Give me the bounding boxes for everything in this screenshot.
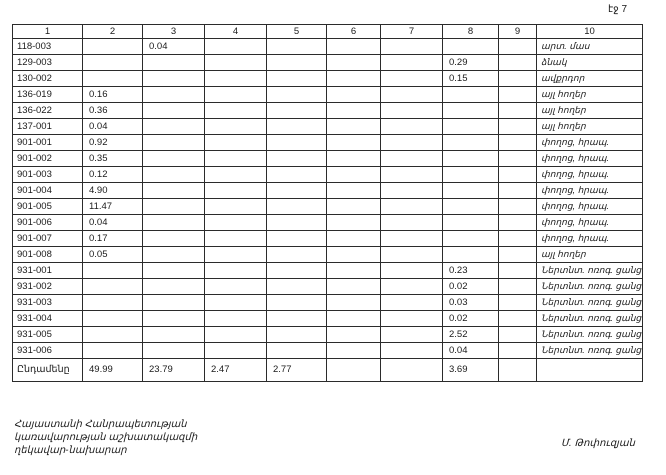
- land-type-cell: փողոց, հրապ.: [537, 151, 643, 167]
- area-cell: [327, 247, 381, 263]
- parcel-code-cell: 931-004: [13, 311, 83, 327]
- area-cell: [443, 87, 499, 103]
- area-cell: [143, 199, 205, 215]
- area-cell: [381, 231, 443, 247]
- area-cell: [327, 279, 381, 295]
- area-cell: [499, 311, 537, 327]
- area-cell: [327, 231, 381, 247]
- area-cell: [205, 87, 267, 103]
- table-row: [13, 39, 643, 55]
- area-cell: [443, 167, 499, 183]
- land-type-cell: արտ. մաս: [537, 39, 643, 55]
- area-cell: [267, 231, 327, 247]
- land-type-cell: փողոց, հրապ.: [537, 135, 643, 151]
- land-type-cell: փողոց, հրապ.: [537, 167, 643, 183]
- area-cell: [499, 327, 537, 343]
- area-cell: [327, 263, 381, 279]
- area-cell: [83, 327, 143, 343]
- area-cell: [267, 263, 327, 279]
- table-row: [13, 87, 643, 103]
- signatory-title-line: կառավարության աշխատակազմի: [14, 432, 198, 443]
- area-cell: [267, 55, 327, 71]
- area-cell: [205, 311, 267, 327]
- area-cell: [327, 87, 381, 103]
- area-cell: [327, 215, 381, 231]
- parcel-code-cell: 931-006: [13, 343, 83, 359]
- column-header: 2: [83, 25, 143, 39]
- area-cell: [267, 279, 327, 295]
- area-cell: [327, 39, 381, 55]
- area-cell: [499, 151, 537, 167]
- area-cell: [443, 151, 499, 167]
- table-row: [13, 279, 643, 295]
- area-cell: [327, 151, 381, 167]
- area-cell: [205, 55, 267, 71]
- land-type-cell: Ներտնտ. ոռոգ. ցանց: [537, 311, 643, 327]
- column-header: 9: [499, 25, 537, 39]
- area-cell: 0.17: [83, 231, 143, 247]
- header-row: [13, 25, 643, 39]
- area-cell: [327, 55, 381, 71]
- area-cell: [143, 167, 205, 183]
- area-cell: [499, 183, 537, 199]
- column-header: 1: [13, 25, 83, 39]
- area-cell: [143, 71, 205, 87]
- area-cell: [381, 343, 443, 359]
- total-value-cell: 2.77: [267, 359, 327, 382]
- area-cell: [381, 87, 443, 103]
- area-cell: [267, 87, 327, 103]
- area-cell: [381, 151, 443, 167]
- area-cell: [205, 279, 267, 295]
- table-row: [13, 119, 643, 135]
- parcel-code-cell: 901-008: [13, 247, 83, 263]
- land-type-cell: փողոց, հրապ.: [537, 231, 643, 247]
- area-cell: [267, 135, 327, 151]
- column-header: 4: [205, 25, 267, 39]
- column-header: 8: [443, 25, 499, 39]
- area-cell: [267, 119, 327, 135]
- total-value-cell: 49.99: [83, 359, 143, 382]
- area-cell: [143, 151, 205, 167]
- column-header: 5: [267, 25, 327, 39]
- area-cell: [381, 119, 443, 135]
- land-type-cell: այլ հողեր: [537, 87, 643, 103]
- table-row: [13, 311, 643, 327]
- area-cell: [327, 183, 381, 199]
- land-type-cell: Ներտնտ. ոռոգ. ցանց: [537, 343, 643, 359]
- area-cell: [381, 327, 443, 343]
- signatory-title-line: ղեկավար-նախարար: [14, 445, 127, 456]
- area-cell: [381, 263, 443, 279]
- area-cell: [83, 55, 143, 71]
- area-cell: 0.02: [443, 311, 499, 327]
- table-row: [13, 295, 643, 311]
- area-cell: [143, 103, 205, 119]
- area-cell: [499, 231, 537, 247]
- area-cell: [205, 103, 267, 119]
- area-cell: [205, 39, 267, 55]
- area-cell: 0.35: [83, 151, 143, 167]
- area-cell: [205, 119, 267, 135]
- area-cell: [499, 215, 537, 231]
- area-cell: [267, 247, 327, 263]
- area-cell: [143, 119, 205, 135]
- area-cell: [381, 247, 443, 263]
- total-value-cell: 3.69: [443, 359, 499, 382]
- area-cell: [267, 311, 327, 327]
- area-cell: [327, 327, 381, 343]
- area-cell: [443, 135, 499, 151]
- signatory-title-line: Հայաստանի Հանրապետության: [14, 419, 187, 430]
- area-cell: [443, 119, 499, 135]
- area-cell: [143, 311, 205, 327]
- table-row: [13, 231, 643, 247]
- parcel-code-cell: 130-002: [13, 71, 83, 87]
- table-row: [13, 151, 643, 167]
- area-cell: [327, 71, 381, 87]
- area-cell: [267, 199, 327, 215]
- land-type-cell: Ներտնտ. ոռոգ. ցանց: [537, 327, 643, 343]
- land-type-cell: ավքրդոր: [537, 71, 643, 87]
- page-number: էջ 7: [608, 4, 628, 15]
- area-cell: [327, 311, 381, 327]
- area-cell: [499, 263, 537, 279]
- area-cell: [205, 295, 267, 311]
- land-type-cell: այլ հողեր: [537, 247, 643, 263]
- area-cell: [443, 199, 499, 215]
- parcel-code-cell: 901-002: [13, 151, 83, 167]
- area-cell: [205, 151, 267, 167]
- area-cell: 0.92: [83, 135, 143, 151]
- area-cell: [143, 55, 205, 71]
- area-cell: [83, 311, 143, 327]
- area-cell: 0.15: [443, 71, 499, 87]
- area-cell: [499, 199, 537, 215]
- area-cell: [443, 215, 499, 231]
- table-row: [13, 183, 643, 199]
- area-cell: [83, 263, 143, 279]
- area-cell: [143, 295, 205, 311]
- area-cell: [381, 135, 443, 151]
- area-cell: [499, 119, 537, 135]
- parcel-code-cell: 931-005: [13, 327, 83, 343]
- parcel-code-cell: 901-006: [13, 215, 83, 231]
- table-row: [13, 247, 643, 263]
- area-cell: [83, 71, 143, 87]
- area-cell: 2.52: [443, 327, 499, 343]
- area-cell: [381, 311, 443, 327]
- area-cell: [205, 199, 267, 215]
- parcel-code-cell: 901-007: [13, 231, 83, 247]
- table-row: [13, 103, 643, 119]
- area-cell: 0.05: [83, 247, 143, 263]
- area-cell: 0.02: [443, 279, 499, 295]
- land-type-cell: այլ հողեր: [537, 103, 643, 119]
- column-header: 6: [327, 25, 381, 39]
- area-cell: [83, 279, 143, 295]
- land-type-cell: փողոց, հրապ.: [537, 183, 643, 199]
- table-row: [13, 55, 643, 71]
- area-cell: [381, 215, 443, 231]
- area-cell: [205, 183, 267, 199]
- area-cell: [499, 343, 537, 359]
- area-cell: [267, 215, 327, 231]
- total-value-cell: [499, 359, 537, 382]
- land-type-cell: Ներտնտ. ոռոգ. ցանց: [537, 279, 643, 295]
- table-row: [13, 263, 643, 279]
- area-cell: [143, 231, 205, 247]
- area-cell: [267, 151, 327, 167]
- area-cell: [381, 167, 443, 183]
- area-cell: [143, 279, 205, 295]
- parcel-code-cell: 118-003: [13, 39, 83, 55]
- area-cell: 0.04: [143, 39, 205, 55]
- area-cell: [381, 279, 443, 295]
- parcel-code-cell: 137-001: [13, 119, 83, 135]
- table-row: [13, 167, 643, 183]
- area-cell: [267, 295, 327, 311]
- area-cell: [267, 39, 327, 55]
- total-value-cell: 2.47: [205, 359, 267, 382]
- column-header: 10: [537, 25, 643, 39]
- area-cell: [267, 103, 327, 119]
- parcel-code-cell: 136-019: [13, 87, 83, 103]
- column-header: 3: [143, 25, 205, 39]
- area-cell: [499, 71, 537, 87]
- total-row: [13, 359, 643, 382]
- area-cell: 0.04: [443, 343, 499, 359]
- area-cell: [83, 295, 143, 311]
- signatory-name: Մ. Թոփուզյան: [561, 438, 635, 449]
- area-cell: [381, 71, 443, 87]
- parcel-code-cell: 931-001: [13, 263, 83, 279]
- area-cell: [499, 295, 537, 311]
- area-cell: [267, 71, 327, 87]
- land-type-cell: այլ հողեր: [537, 119, 643, 135]
- area-cell: [381, 103, 443, 119]
- area-cell: [443, 231, 499, 247]
- area-cell: [499, 247, 537, 263]
- area-cell: [143, 215, 205, 231]
- area-cell: [83, 343, 143, 359]
- land-type-cell: փողոց, հրապ.: [537, 215, 643, 231]
- area-cell: [143, 327, 205, 343]
- parcel-code-cell: 901-001: [13, 135, 83, 151]
- area-cell: 0.29: [443, 55, 499, 71]
- parcel-code-cell: 931-002: [13, 279, 83, 295]
- area-cell: 0.03: [443, 295, 499, 311]
- area-cell: 0.12: [83, 167, 143, 183]
- area-cell: [327, 343, 381, 359]
- area-cell: [205, 215, 267, 231]
- parcel-code-cell: 901-004: [13, 183, 83, 199]
- area-cell: 0.16: [83, 87, 143, 103]
- total-label: Ընդամենը: [13, 359, 83, 382]
- table-row: [13, 71, 643, 87]
- table-row: [13, 343, 643, 359]
- parcel-code-cell: 136-022: [13, 103, 83, 119]
- area-cell: [267, 167, 327, 183]
- area-cell: [143, 87, 205, 103]
- parcel-code-cell: 901-003: [13, 167, 83, 183]
- total-value-cell: [327, 359, 381, 382]
- area-cell: [443, 247, 499, 263]
- area-cell: 11.47: [83, 199, 143, 215]
- land-ledger-table: [12, 24, 643, 382]
- area-cell: [443, 39, 499, 55]
- area-cell: [205, 247, 267, 263]
- area-cell: [327, 135, 381, 151]
- area-cell: [205, 343, 267, 359]
- area-cell: [143, 247, 205, 263]
- column-header: 7: [381, 25, 443, 39]
- area-cell: 0.36: [83, 103, 143, 119]
- area-cell: 0.23: [443, 263, 499, 279]
- area-cell: [381, 39, 443, 55]
- area-cell: [205, 167, 267, 183]
- area-cell: [205, 71, 267, 87]
- area-cell: [381, 55, 443, 71]
- area-cell: 0.04: [83, 215, 143, 231]
- table-row: [13, 215, 643, 231]
- total-value-cell: [381, 359, 443, 382]
- area-cell: [327, 167, 381, 183]
- area-cell: 4.90: [83, 183, 143, 199]
- area-cell: [327, 199, 381, 215]
- area-cell: [143, 263, 205, 279]
- area-cell: [205, 327, 267, 343]
- parcel-code-cell: 901-005: [13, 199, 83, 215]
- ledger-body: [13, 39, 643, 382]
- area-cell: [205, 135, 267, 151]
- area-cell: [443, 183, 499, 199]
- area-cell: [499, 87, 537, 103]
- area-cell: [381, 183, 443, 199]
- area-cell: [327, 103, 381, 119]
- area-cell: [499, 55, 537, 71]
- area-cell: [381, 295, 443, 311]
- area-cell: [143, 135, 205, 151]
- area-cell: [205, 263, 267, 279]
- area-cell: [499, 135, 537, 151]
- table-row: [13, 199, 643, 215]
- area-cell: [499, 39, 537, 55]
- area-cell: [327, 295, 381, 311]
- table-row: [13, 327, 643, 343]
- land-type-cell: փողոց, հրապ.: [537, 199, 643, 215]
- area-cell: [443, 103, 499, 119]
- land-type-cell: ձնակ: [537, 55, 643, 71]
- area-cell: [499, 103, 537, 119]
- land-type-cell: Ներտնտ. ոռոգ. ցանց: [537, 295, 643, 311]
- area-cell: [327, 119, 381, 135]
- area-cell: [143, 183, 205, 199]
- parcel-code-cell: 931-003: [13, 295, 83, 311]
- area-cell: [381, 199, 443, 215]
- parcel-code-cell: 129-003: [13, 55, 83, 71]
- signatory-title: [14, 418, 197, 457]
- area-cell: [205, 231, 267, 247]
- area-cell: [143, 343, 205, 359]
- total-value-cell: [537, 359, 643, 382]
- area-cell: [267, 343, 327, 359]
- area-cell: [267, 183, 327, 199]
- table-row: [13, 135, 643, 151]
- area-cell: [499, 167, 537, 183]
- area-cell: [499, 279, 537, 295]
- total-value-cell: 23.79: [143, 359, 205, 382]
- area-cell: [83, 39, 143, 55]
- area-cell: 0.04: [83, 119, 143, 135]
- land-type-cell: Ներտնտ. ոռոգ. ցանց: [537, 263, 643, 279]
- area-cell: [267, 327, 327, 343]
